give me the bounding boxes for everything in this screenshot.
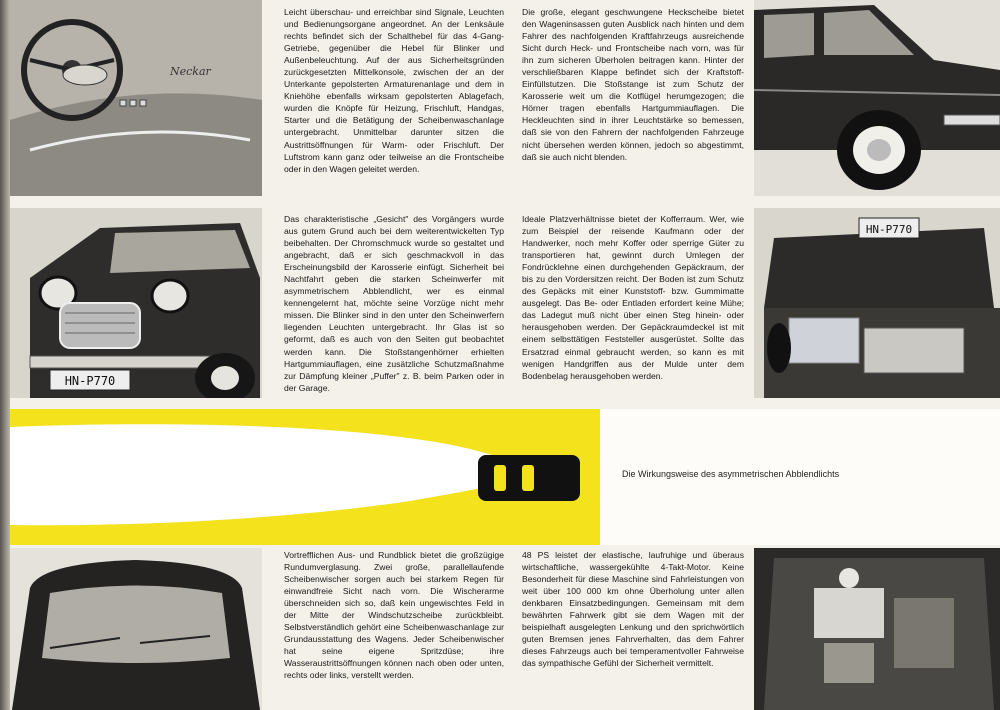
trunk-photo — [754, 208, 1000, 398]
trunk-plate: HN-P770 — [865, 223, 913, 236]
page-gutter — [0, 0, 10, 710]
text-dashboard: Leicht überschau- und erreichbar sind Signale, Leuchten und Bedienungsorgane angeordnet. An der Lenksäule rechts befindet sich der Schalthebel für das 4-Gang-Getriebe, gegenüber die Hebel für Blinker und Außenbeleuchtung. Auf der aus Sicherheitsgründen zurückgesetzten Mittelkonsole, zwischen der an der Unterkante gepolsterten Armaturenanlage und dem in Kniehöhe ebenfalls wirksam gepolsterten Ablagefach, wurden die Knöpfe für Heizung, Frischluft, Handgas, Starter und die Betätigung der Scheibenwaschanlage untergebracht. Unmittelbar darunter sitzen die Austrittsöffnungen für Warm- oder Frischluft. Der Luftstrom kann ganz oder teilweise an die Frontscheibe oder in den Wagen geleitet werden. — [284, 7, 504, 174]
text-trunk: Ideale Platzverhältnisse bietet der Kofferraum. Wer, wie zum Beispiel der reisende Kaufmann oder der Handwerker, noch mehr Koffer oder sperrige Güter zu transportieren hat, gewinnt durch Umlegen der Fondrücklehne einen durchgehenden Gepäckraum, der bis zu den Vordersitzen reicht. Der Boden ist zum Schutz des Gepäcks mit einer Kunststoff- bzw. Gummimatte ausgelegt. Das Be- oder Entladen erfordert keine Mühe; das Ladegut muß nicht über einen Steg hinein- oder herausgehoben werden. Der Gepäckraumdeckel ist mit einem selbsttätigen Feststeller ausgerüstet. Sollte das Ersatzrad einmal gebraucht werden, so kann es mit wenigen Handgriffen aus der Mulde unter dem Bodenbelag herausgehoben werden. — [522, 214, 744, 381]
text-rear-window: Die große, elegant geschwungene Heckscheibe bietet den Wageninsassen guten Ausblick nach hinten und dem Fahrer des nachfolgenden Kraftfahrzeugs ausreichende Sicht durch Heck- und Frontscheibe nach vorn, was für ihn zum sicheren Überholen beitragen kann. Hinter der verschließbaren Klappe befindet sich der Kraftstoff-Einfüllstutzen. Die Stoßstange ist zum Schutz der Karosserie weit um die Kotflügel herumgezogen; die Hörner tragen ebenfalls Hartgummiauflagen. Die Heckleuchten sind in ihrer Leuchtstärke so bemessen, daß sie von den Fahrern der nachfolgenden Fahrzeuge nicht übersehen werden können, jedoch so abgestimmt, daß sie auch nicht blenden. — [522, 7, 744, 162]
dashboard-image — [10, 0, 262, 196]
headlight-diagram — [10, 409, 600, 545]
front-plate: HN-P770 — [64, 374, 116, 388]
text-engine: 48 PS leistet der elastische, laufruhige und überaus wirtschaftliche, wassergekühlte 4-Takt-Motor. Keine Besonderheit für diese Maschine sind Fahrleistungen von weit über 100 000 km ohne Überholung unter allen denkbaren Einsatzbedingungen. Gemeinsam mit dem bewährten Fahrwerk gibt sie dem Wagen mit der beispielhaft ausgelegten Lenkung und den sprichwörtlich guten Bremsen jenes Fahrverhalten, das dem Fahrer dieses Fahrzeugs auch bei temperamentvoller Fahrweise das sympathische Gefühl der Sicherheit vermittelt. — [522, 550, 744, 669]
rear-side-photo — [754, 0, 1000, 196]
text-front: Das charakteristische „Gesicht" des Vorgängers wurde aus gutem Grund auch bei dem weiterentwickelten Typ beibehalten. Der Chromschmuck wurde so gestaltet und angebracht, daß er sich geschmackvoll in das Erscheinungsbild der Karosserie einfügt. Sicherheit bei Nachtfahrt geben die starken Scheinwerfer mit asymmetrischem Abblendlicht, wer es einmal kennengelernt hat, möchte seine Vorzüge nicht mehr missen. Die Blinker sind in den unter den Scheinwerfern liegenden Leuchten untergebracht. Ihr Glas ist so geformt, daß es auch von den Seiten gut beobachtet werden kann. Die Stoßstangenhörner erhielten Hartgummiauflagen, eine zusätzliche Schutzmaßnahme zur Dämpfung kleiner „Puffer" z. B. beim Parken oder in der Garage. — [284, 214, 504, 393]
trunk-image — [754, 208, 1000, 398]
headlight-beam-graphic — [10, 409, 600, 545]
front-car-image — [10, 208, 262, 398]
front-photo — [10, 208, 262, 398]
rear-photo — [10, 548, 262, 710]
engine-photo — [754, 548, 1000, 710]
engine-image — [754, 548, 1000, 710]
dashboard-photo — [10, 0, 262, 196]
rear-car-image — [10, 548, 262, 710]
rear-side-image — [754, 0, 1000, 196]
text-visibility: Vortrefflichen Aus- und Rundblick bietet die großzügige Rundumverglasung. Zwei große, parallellaufende Scheibenwischer sorgen auch bei starkem Regen für einwandfreie Sicht nach vorn. Die Wischerarme überschneiden sich so, daß kein ungewischtes Feld in der Mitte der Windschutzscheibe zurückbleibt. Selbstverständlich gehört eine Scheibenwaschanlage zur Grundausstattung des Wagens. Jeder Scheibenwischer hat seine eigene Spritzdüse; ihre Wasseraustrittsöffnungen können nach oben oder unten, rechts oder links, verstellt werden. — [284, 550, 504, 681]
diagram-caption: Die Wirkungsweise des asymmetrischen Abblendlichts — [622, 469, 840, 479]
dash-script: Neckar — [170, 65, 211, 78]
